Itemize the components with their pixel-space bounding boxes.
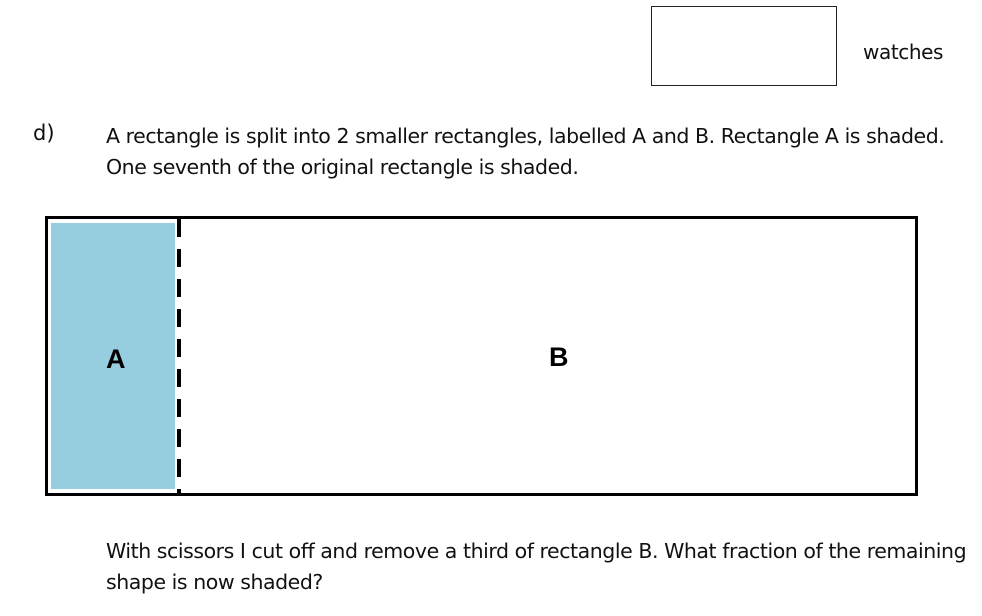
followup-line: With scissors I cut off and remove a third of rectangle B. What fraction of the remaining <box>106 539 967 563</box>
answer-unit-label: watches <box>863 40 944 64</box>
rectangle-b-label: B <box>549 342 569 372</box>
answer-box[interactable] <box>651 6 837 86</box>
question-part-label: d) <box>33 121 55 145</box>
dashed-divider-line <box>176 216 182 496</box>
question-line: One seventh of the original rectangle is shaded. <box>106 155 579 179</box>
followup-question-text <box>106 536 967 598</box>
question-text <box>106 121 945 183</box>
followup-line: shape is now shaded? <box>106 570 323 594</box>
rectangle-diagram <box>45 216 918 496</box>
rectangle-a-label: A <box>106 344 126 374</box>
question-line: A rectangle is split into 2 smaller rectangles, labelled A and B. Rectangle A is shaded. <box>106 124 945 148</box>
